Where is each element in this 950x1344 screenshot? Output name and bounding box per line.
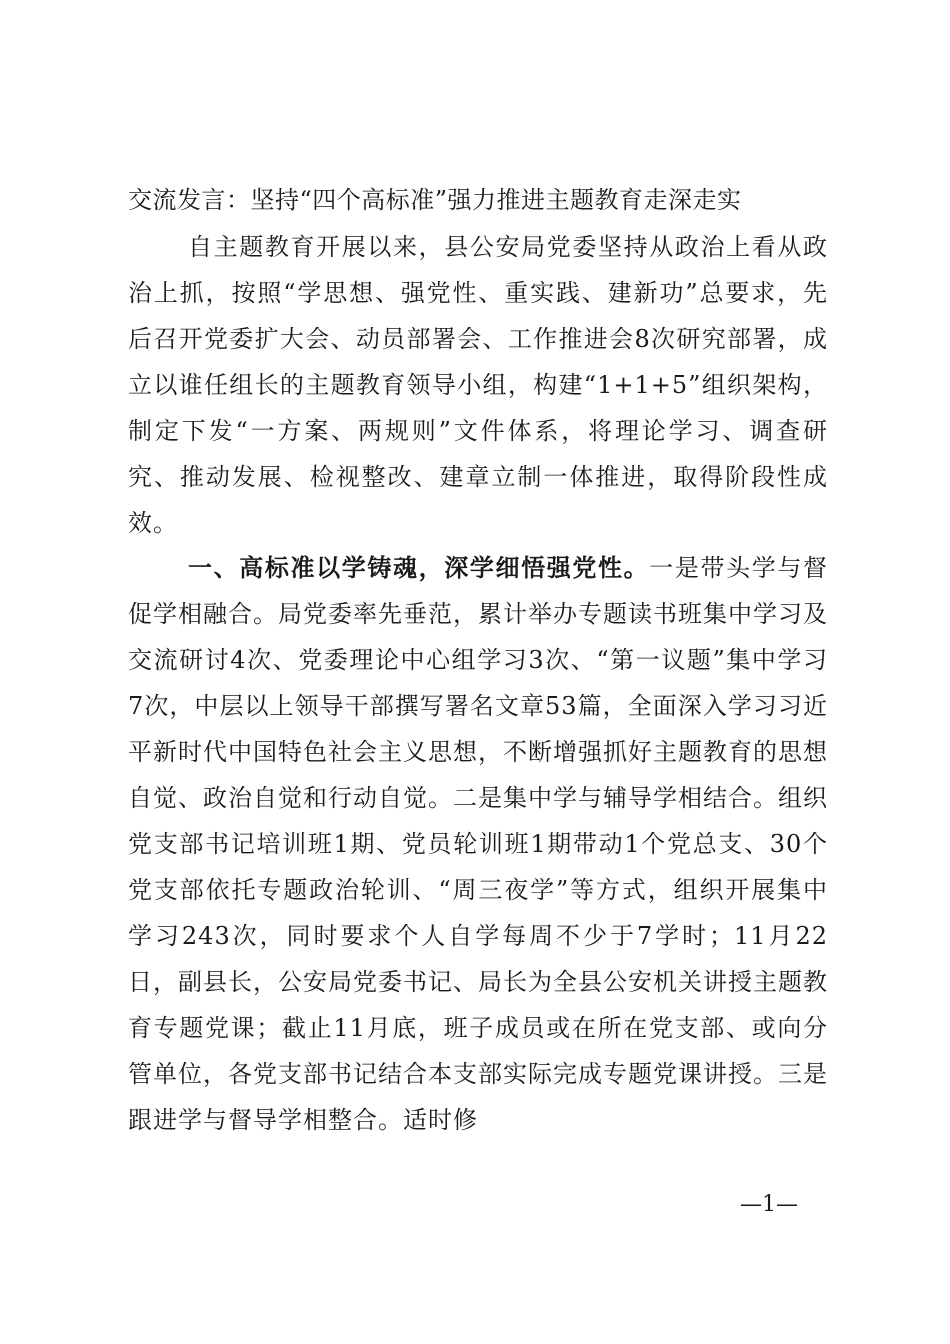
intro-paragraph: 自主题教育开展以来，县公安局党委坚持从政治上看从政治上抓，按照“学思想、强党性、重实践、建新功”总要求，先后召开党委扩大会、动员部署会、工作推进会8次研究部署，成立以谁任组长的主题教育领导小组，构建“1+1+5”组织架构，制定下发“一方案、两规则”文件体系，将理论学习、调查研究、推动发展、检视整改、建章立制一体推进，取得阶段性成效。 [128, 233, 828, 537]
section-one-body: 一是带头学与督促学相融合。局党委率先垂范，累计举办专题读书班集中学习及交流研讨4次、党委理论中心组学习3次、“第一议题”集中学习7次，中层以上领导干部撰写署名文章53篇，全面深入学习习近平新时代中国特色社会主义思想，不断增强抓好主题教育的思想自觉、政治自觉和行动自觉。二是集中学与辅导学相结合。组织党支部书记培训班1期、党员轮训班1期带动1个党总支、30个党支部依托专题政治轮训、“周三夜学”等方式，组织开展集中学习243次，同时要求个人自学每周不少于7学时；11月22日，副县长，公安局党委书记、局长为全县公安机关讲授主题教育专题党课；截止11月底，班子成员或在所在党支部、或向分管单位，各党支部书记结合本支部实际完成专题党课讲授。三是跟进学与督导学相整合。适时修 [128, 554, 828, 1134]
document-title: 交流发言：坚持“四个高标准”强力推进主题教育走深走实 [128, 186, 742, 214]
section-one-heading: 一、高标准以学铸魂，深学细悟强党性。 [188, 553, 650, 582]
page-number: —1— [740, 1192, 798, 1217]
section-one-paragraph [128, 545, 828, 1143]
